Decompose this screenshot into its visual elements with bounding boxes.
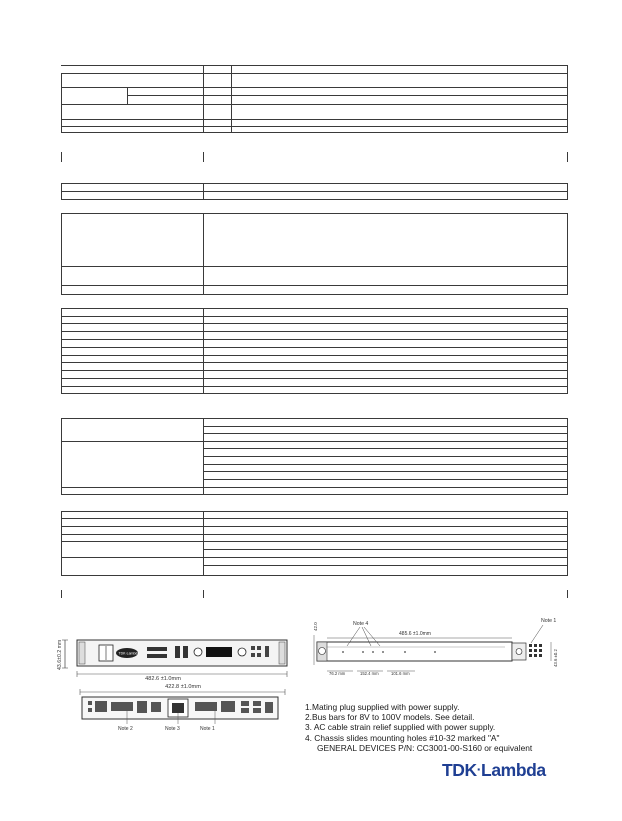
side-dim-right: 43.6 ±0.2: [553, 649, 558, 667]
rear-callout-note-2: Note 2: [118, 726, 133, 732]
side-bottom-dim-1: 76.2 mm: [329, 671, 346, 676]
brand-logo-dot: ·: [476, 761, 482, 777]
front-width-inner: 422.8 ±1.0mm: [165, 684, 201, 690]
front-logo-text: TDK·Lambda: [118, 651, 140, 656]
note-1: 1.Mating plug supplied with power supply.: [305, 702, 460, 712]
side-bottom-dim-3: 101.6 mm: [391, 671, 410, 676]
note-4: 4. Chassis slides mounting holes #10-32 marked "A": [305, 732, 500, 743]
brand-logo-right: Lambda: [481, 760, 546, 780]
front-rear-view-drawing: [55, 608, 295, 733]
brand-logo: [442, 760, 546, 781]
brand-logo-left: TDK: [442, 760, 477, 780]
rear-callout-note-1: Note 1: [200, 726, 215, 732]
side-depth-label: 485.6 ±1.0mm: [399, 631, 431, 637]
note-3: 3. AC cable strain relief supplied with power supply.: [305, 722, 496, 733]
drawing-notes: [305, 702, 565, 753]
rear-callout-note-3: Note 3: [165, 726, 180, 732]
side-note-4: Note 4: [353, 621, 369, 627]
side-chassis: [317, 642, 512, 661]
note-2: 2.Bus bars for 8V to 100V models. See detail.: [305, 712, 475, 723]
side-view-drawing: [305, 605, 567, 695]
side-dim-left: 42.0: [313, 622, 318, 631]
side-bottom-dim-2: 152.4 mm: [360, 671, 379, 676]
front-width-outer: 482.6 ±1.0mm: [145, 676, 181, 682]
side-note-1: Note 1: [541, 618, 557, 624]
front-height-dim: 43.6±0.2 mm: [57, 639, 63, 670]
note-4-part-number: GENERAL DEVICES P/N: CC3001-00-S160 or equivalent: [317, 742, 533, 753]
